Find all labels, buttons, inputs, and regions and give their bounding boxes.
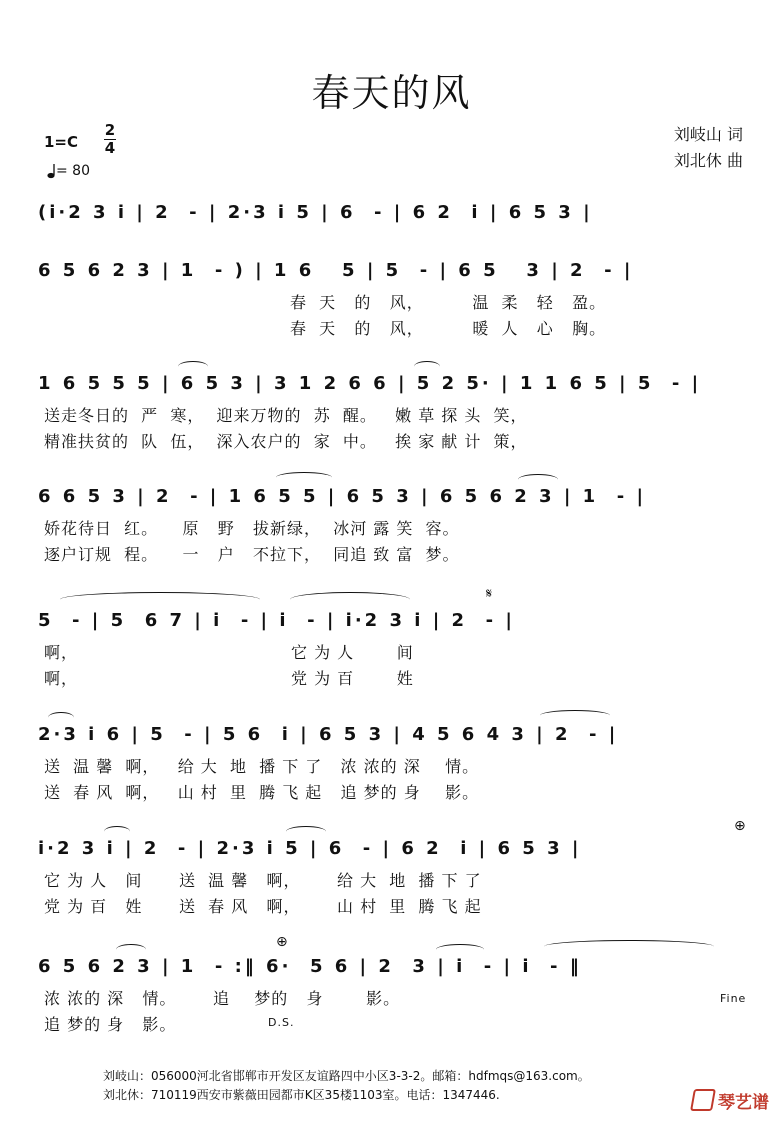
lyrics-verse-2: 逐户订规 程。 一 户 不拉下， 同追 致 富 梦。: [44, 545, 460, 564]
contact-footer: [103, 1067, 590, 1105]
notation-line: i·2 3 i | 2 - | 2·3 i 5 | 6 - | 6 2 i | 6 5 3 |: [38, 838, 582, 859]
music-line: [38, 196, 746, 230]
notation-line: 6 6 5 3 | 2 - | 1 6 5 5 | 6 5 3 | 6 5 6 2 3 | 1 - |: [38, 486, 647, 507]
lyrics-verse-1: 娇花待日 红。 原 野 拔新绿， 冰河 露 笑 容。: [44, 519, 460, 538]
notation-line: 1 6 5 5 5 | 6 5 3 | 3 1 2 6 6 | 5 2 5· | 1 1 6 5 | 5 - |: [38, 373, 702, 394]
footer-line-1: 刘岐山：056000河北省邯郸市开发区友谊路四中小区3-3-2。邮箱：hdfmqs@163.com。: [103, 1069, 590, 1083]
ds-marking: D.S.: [268, 1016, 295, 1029]
lyrics-verse-2: 送 春 风 啊， 山 村 里 腾 飞 起 追 梦的 身 影。: [44, 783, 480, 802]
key-signature: 1=C: [44, 133, 79, 151]
coda-icon: ⊕: [276, 934, 288, 950]
lyrics-verse-2: 追 梦的 身 影。: [44, 1015, 177, 1034]
notation-line: 6 5 6 2 3 | 1 - ) | 1 6 5 | 5 - | 6 5 3 | 2 - |: [38, 260, 634, 281]
quarter-note-icon: [46, 163, 56, 179]
music-line: [38, 718, 746, 752]
notation-line: (i·2 3 i | 2 - | 2·3 i 5 | 6 - | 6 2 i | 6 5 3 |: [38, 202, 593, 223]
notation-line: 2·3 i 6 | 5 - | 5 6 i | 6 5 3 | 4 5 6 4 3 | 2 - |: [38, 724, 619, 745]
lyrics-verse-1: 啊， 它 为 人 间: [44, 643, 414, 662]
song-title: 春天的风: [311, 71, 472, 115]
lyrics-verse-2: 春 天 的 风， 暖 人 心 胸。: [290, 319, 607, 338]
lyrics-verse-1: 送走冬日的 严 寒， 迎来万物的 苏 醒。 嫩 草 探 头 笑，: [44, 406, 528, 425]
logo-text: 琴艺谱: [718, 1093, 769, 1113]
time-signature-top: 2: [104, 121, 116, 139]
fine-marking: Fine: [720, 992, 747, 1005]
music-line: [38, 832, 746, 866]
logo-icon: [690, 1089, 716, 1111]
music-line: [38, 254, 746, 288]
lyrics-verse-1: 浓 浓的 深 情。 追 梦的 身 影。: [44, 989, 401, 1008]
music-line: [38, 367, 746, 401]
music-line: [38, 604, 746, 638]
music-line: [38, 950, 746, 984]
lyrics-verse-2: 党 为 百 姓 送 春 风 啊， 山 村 里 腾 飞 起: [44, 897, 482, 916]
lyrics-verse-2: 精准扶贫的 队 伍， 深入农户的 家 中。 挨 家 献 计 策，: [44, 432, 528, 451]
footer-line-2: 刘北休：710119西安市紫薇田园都市K区35楼1103室。电话：1347446.: [103, 1088, 500, 1102]
composer-credit: 刘北休 曲: [673, 151, 743, 170]
site-logo: [692, 1088, 769, 1113]
time-signature: [104, 122, 116, 157]
notation-line: 6 5 6 2 3 | 1 - :‖ 6· 5 6 | 2 3 | i - | i - ‖: [38, 956, 582, 977]
lyrics-verse-1: 春 天 的 风， 温 柔 轻 盈。: [290, 293, 607, 312]
segno-icon: 𝄋: [486, 586, 493, 602]
lyricist-credit: 刘岐山 词: [673, 125, 743, 144]
music-line: [38, 480, 746, 514]
tempo-value: = 80: [56, 163, 90, 179]
tempo-marking: [46, 163, 90, 179]
coda-icon: ⊕: [734, 818, 746, 834]
lyrics-verse-1: 送 温 馨 啊， 给 大 地 播 下 了 浓 浓的 深 情。: [44, 757, 480, 776]
lyrics-verse-2: 啊， 党 为 百 姓: [44, 669, 414, 688]
notation-line: 5 - | 5 6 7 | i - | i - | i·2 3 i | 2 - |: [38, 610, 515, 631]
lyrics-verse-1: 它 为 人 间 送 温 馨 啊， 给 大 地 播 下 了: [44, 871, 482, 890]
time-signature-bottom: 4: [104, 139, 116, 157]
